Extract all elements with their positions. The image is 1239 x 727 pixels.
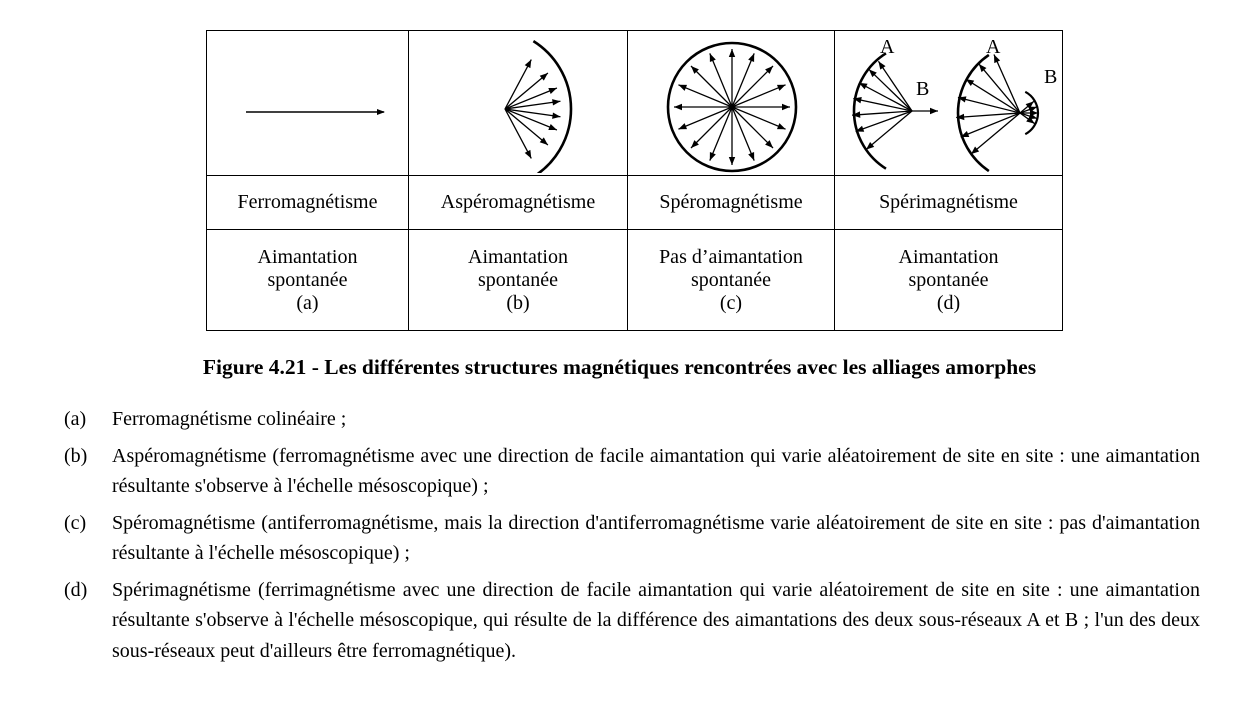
item-label: (b) — [64, 444, 88, 467]
magnetization-line2: spontanée — [267, 268, 348, 291]
magnetization-line1: Aimantation — [468, 245, 568, 268]
case-label: (c) — [719, 291, 743, 314]
center-dot — [729, 104, 735, 110]
list-item — [64, 404, 1200, 435]
arrowhead — [525, 150, 532, 159]
spin-arrow — [859, 83, 912, 111]
spin-arrow — [970, 113, 1019, 154]
label-b: B — [1043, 66, 1057, 88]
magnetization-cell-d — [835, 230, 1063, 331]
arrowhead — [674, 104, 682, 110]
case-label: (d) — [936, 291, 961, 314]
magnetization-line1: Pas d’aimantation — [659, 245, 803, 268]
arrowhead — [729, 157, 735, 165]
spin-arrow — [957, 98, 1019, 113]
figure-caption: Figure 4.21 - Les différentes structures magnétiques rencontrées avec les alliages amorphes — [202, 355, 1037, 379]
list-item — [64, 441, 1200, 502]
structure-name-a: Ferromagnétisme — [207, 176, 409, 230]
magnetization-line2: spontanée — [908, 268, 989, 291]
label-b: B — [915, 78, 929, 100]
spin-arrow — [866, 111, 912, 150]
item-text: Spéromagnétisme (antiferromagnétisme, mais la direction d'antiferromagnétisme varie aléatoirement de site en site : pas d'aimantation résultante à l'échelle mésoscopique) ; — [112, 511, 1200, 564]
magnetization-cell-a — [207, 230, 409, 331]
arrowhead — [678, 85, 687, 91]
magnetic-structures-table — [206, 30, 1063, 331]
arrowhead — [548, 124, 557, 130]
magnetization-cell-c — [628, 230, 835, 331]
spin-arrow — [978, 64, 1019, 113]
magnetization-line2: spontanée — [691, 268, 771, 291]
arrowhead — [777, 123, 786, 129]
asperomagnetism-diagram — [409, 33, 627, 173]
arrowhead — [552, 113, 560, 119]
diagram-cell-a — [207, 31, 409, 176]
case-label: (a) — [296, 291, 319, 314]
structure-name-c: Spéromagnétisme — [628, 176, 835, 230]
sperimagnetism-diagram — [836, 33, 1062, 173]
case-label: (b) — [506, 291, 530, 314]
magnetization-line1: Aimantation — [898, 245, 999, 268]
arrowhead — [930, 108, 938, 114]
spin-arrow — [732, 66, 773, 107]
structure-name-d: Spérimagnétisme — [835, 176, 1063, 230]
arrowhead — [710, 152, 716, 161]
item-label: (a) — [64, 408, 87, 430]
arrowhead — [552, 99, 560, 105]
spin-arrow — [691, 107, 732, 148]
spin-arrow — [868, 69, 911, 111]
list-item — [64, 575, 1200, 667]
arrowhead — [782, 104, 790, 110]
magnetization-cell-b — [409, 230, 628, 331]
structure-name-b: Aspéromagnétisme — [409, 176, 628, 230]
ferromagnetism-diagram — [208, 33, 408, 173]
spin-arrow — [853, 99, 912, 111]
diagram-cell-b — [409, 31, 628, 176]
spin-arrow — [505, 109, 531, 158]
arrowhead — [710, 53, 716, 62]
diagram-row — [207, 31, 1063, 176]
item-text: Aspéromagnétisme (ferromagnétisme avec une direction de facile aimantation qui varie aléatoirement de site en site : une aimantation résultante s'observe à l'échelle mésoscopique) ; — [112, 444, 1200, 497]
item-text: Ferromagnétisme colinéaire ; — [112, 408, 347, 430]
sublattice-a-arc — [958, 55, 989, 171]
item-label: (c) — [64, 511, 87, 534]
spin-arrow — [691, 66, 732, 107]
magnetization-line2: spontanée — [478, 268, 558, 291]
diagram-cell-d — [835, 31, 1063, 176]
arrowhead — [878, 61, 885, 69]
structure-name-row — [207, 176, 1063, 230]
item-label: (d) — [64, 578, 88, 601]
arrowhead — [678, 123, 687, 129]
spin-arrow — [732, 107, 773, 148]
arrowhead — [777, 85, 786, 91]
speromagnetism-diagram — [628, 33, 834, 173]
arrowhead — [748, 53, 754, 62]
arrowhead — [548, 88, 557, 94]
list-item — [64, 508, 1200, 569]
magnetization-line1: Aimantation — [257, 245, 358, 268]
spin-arrow — [878, 61, 912, 111]
arrowhead — [748, 152, 754, 161]
definition-list — [64, 404, 1200, 672]
item-text: Spérimagnétisme (ferrimagnétisme avec une direction de facile aimantation qui varie aléatoirement de site en site : une aimantation résultante s'observe à l'échelle mésoscopique, qui résulte de la différence des aimantations des deux sous-réseaux A et B ; l'un des deux sous-réseaux peut d'ailleurs être ferromagnétique). — [112, 578, 1200, 662]
envelope-arc — [533, 41, 571, 173]
label-a: A — [985, 36, 1000, 58]
arrowhead — [525, 60, 532, 69]
magnetization-row — [207, 230, 1063, 331]
diagram-cell-c — [628, 31, 835, 176]
arrowhead — [729, 49, 735, 57]
spin-arrow — [505, 60, 531, 109]
label-a: A — [879, 36, 894, 58]
